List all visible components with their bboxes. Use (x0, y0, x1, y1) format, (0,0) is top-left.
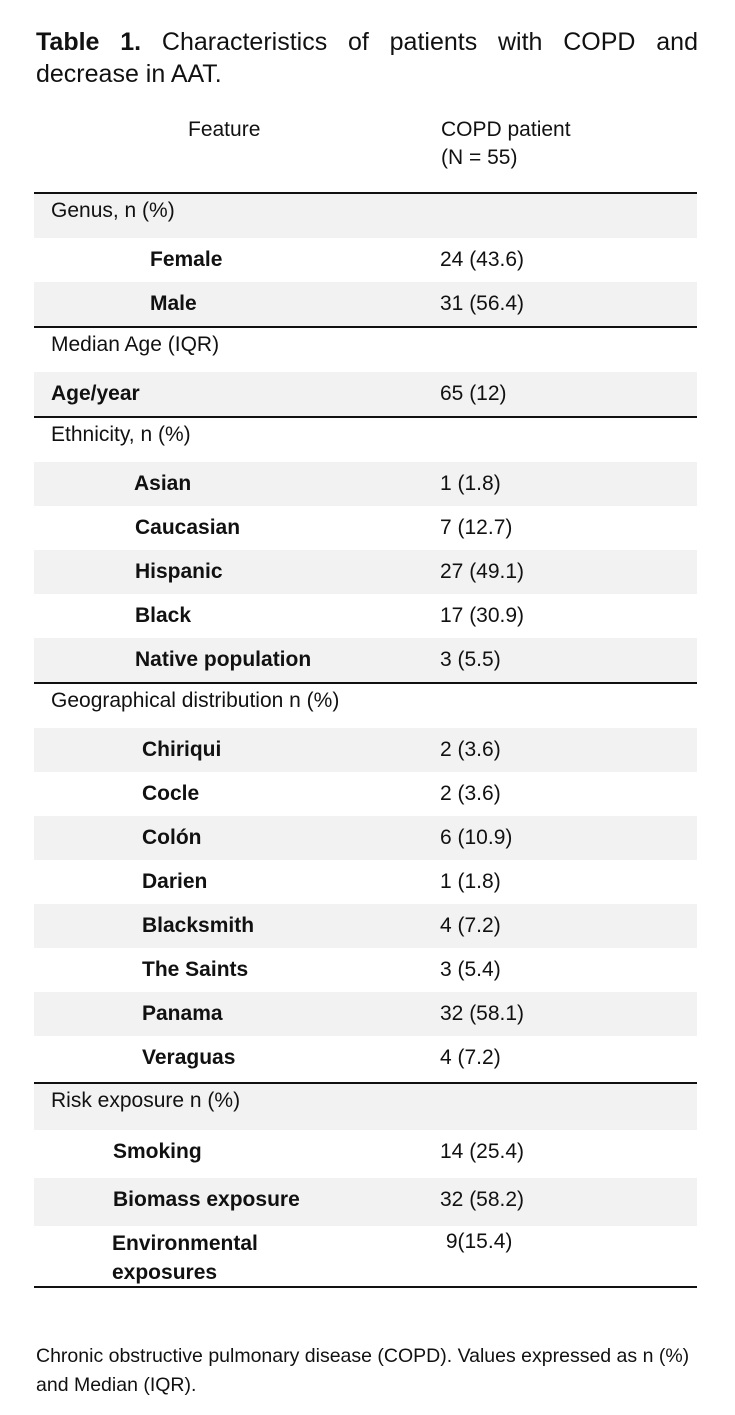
row-label: The Saints (142, 958, 249, 981)
table-row (34, 462, 697, 506)
row-label: Native population (135, 648, 312, 671)
group-ethnicity (34, 416, 697, 682)
table-row (34, 1036, 697, 1082)
row-label: Black (135, 604, 192, 627)
group-risk-exposure (34, 1082, 697, 1288)
row-value: 4 (7.2) (440, 1046, 501, 1069)
table-row (34, 904, 697, 948)
category-row (34, 194, 697, 238)
column-header-copd (441, 116, 681, 172)
row-value: 24 (43.6) (440, 248, 525, 271)
table-row (34, 816, 697, 860)
row-value: 17 (30.9) (440, 604, 525, 627)
row-value: 3 (5.4) (440, 958, 501, 981)
table-row (34, 728, 697, 772)
table-row (34, 1178, 697, 1226)
row-label: Environmental exposures (112, 1232, 258, 1284)
table-row (34, 506, 697, 550)
row-value: 65 (12) (440, 382, 507, 405)
row-label: Chiriqui (142, 738, 222, 761)
table-row (34, 948, 697, 992)
row-label: Panama (142, 1002, 223, 1025)
row-label: Biomass exposure (113, 1188, 300, 1211)
group-genus (34, 192, 697, 326)
table-row (34, 638, 697, 682)
row-value: 32 (58.1) (440, 1002, 525, 1025)
column-header-feature: Feature (188, 118, 261, 141)
table-caption (36, 26, 698, 90)
row-value: 27 (49.1) (440, 560, 525, 583)
table-row (34, 860, 697, 904)
table-footnote: Chronic obstructive pulmonary disease (COPD). Values expressed as n (%) and Median (IQR). (36, 1345, 690, 1396)
table-row (34, 238, 697, 282)
row-value: 14 (25.4) (440, 1140, 525, 1163)
row-value: 2 (3.6) (440, 738, 501, 761)
row-label: Male (150, 292, 197, 315)
table-row (34, 772, 697, 816)
table-row (34, 1130, 697, 1178)
row-value: 32 (58.2) (440, 1188, 525, 1211)
table-row (34, 594, 697, 638)
category-label: Risk exposure n (%) (51, 1089, 241, 1112)
row-value: 3 (5.5) (440, 648, 501, 671)
column-header-copd-line1: COPD patient (441, 118, 571, 141)
row-label: Asian (134, 472, 192, 495)
category-row (34, 684, 697, 728)
category-label: Median Age (IQR) (51, 333, 220, 356)
row-value: 6 (10.9) (440, 826, 513, 849)
row-value: 2 (3.6) (440, 782, 501, 805)
row-value: 9(15.4) (440, 1230, 513, 1253)
column-header-copd-line2: (N = 55) (441, 146, 518, 169)
row-label: Veraguas (142, 1046, 236, 1069)
category-row (34, 328, 697, 372)
table-row (34, 992, 697, 1036)
characteristics-table (34, 192, 697, 1288)
row-label: Cocle (142, 782, 200, 805)
group-median-age (34, 326, 697, 416)
row-value: 1 (1.8) (440, 472, 501, 495)
row-label: Smoking (113, 1140, 202, 1163)
table-row (34, 282, 697, 326)
group-geographical-distribution (34, 682, 697, 1082)
row-label: Hispanic (135, 560, 223, 583)
row-label: Blacksmith (142, 914, 255, 937)
row-label: Darien (142, 870, 208, 893)
table-row (34, 550, 697, 594)
row-value: 7 (12.7) (440, 516, 513, 539)
table-row (34, 1226, 697, 1286)
row-label: Caucasian (135, 516, 241, 539)
row-value: 31 (56.4) (440, 292, 525, 315)
row-value: 1 (1.8) (440, 870, 501, 893)
table-row (34, 372, 697, 416)
category-row (34, 418, 697, 462)
row-value: 4 (7.2) (440, 914, 501, 937)
row-label: Female (150, 248, 223, 271)
category-label: Geographical distribution n (%) (51, 689, 340, 712)
category-label: Ethnicity, n (%) (51, 423, 191, 446)
category-label: Genus, n (%) (51, 199, 175, 222)
row-label: Colón (142, 826, 202, 849)
category-row (34, 1084, 697, 1130)
row-label: Age/year (51, 382, 140, 405)
table-caption-label: Table 1. (36, 28, 142, 56)
table-caption-text: Characteristics of patients with COPD and decrease in AAT. (36, 28, 698, 88)
